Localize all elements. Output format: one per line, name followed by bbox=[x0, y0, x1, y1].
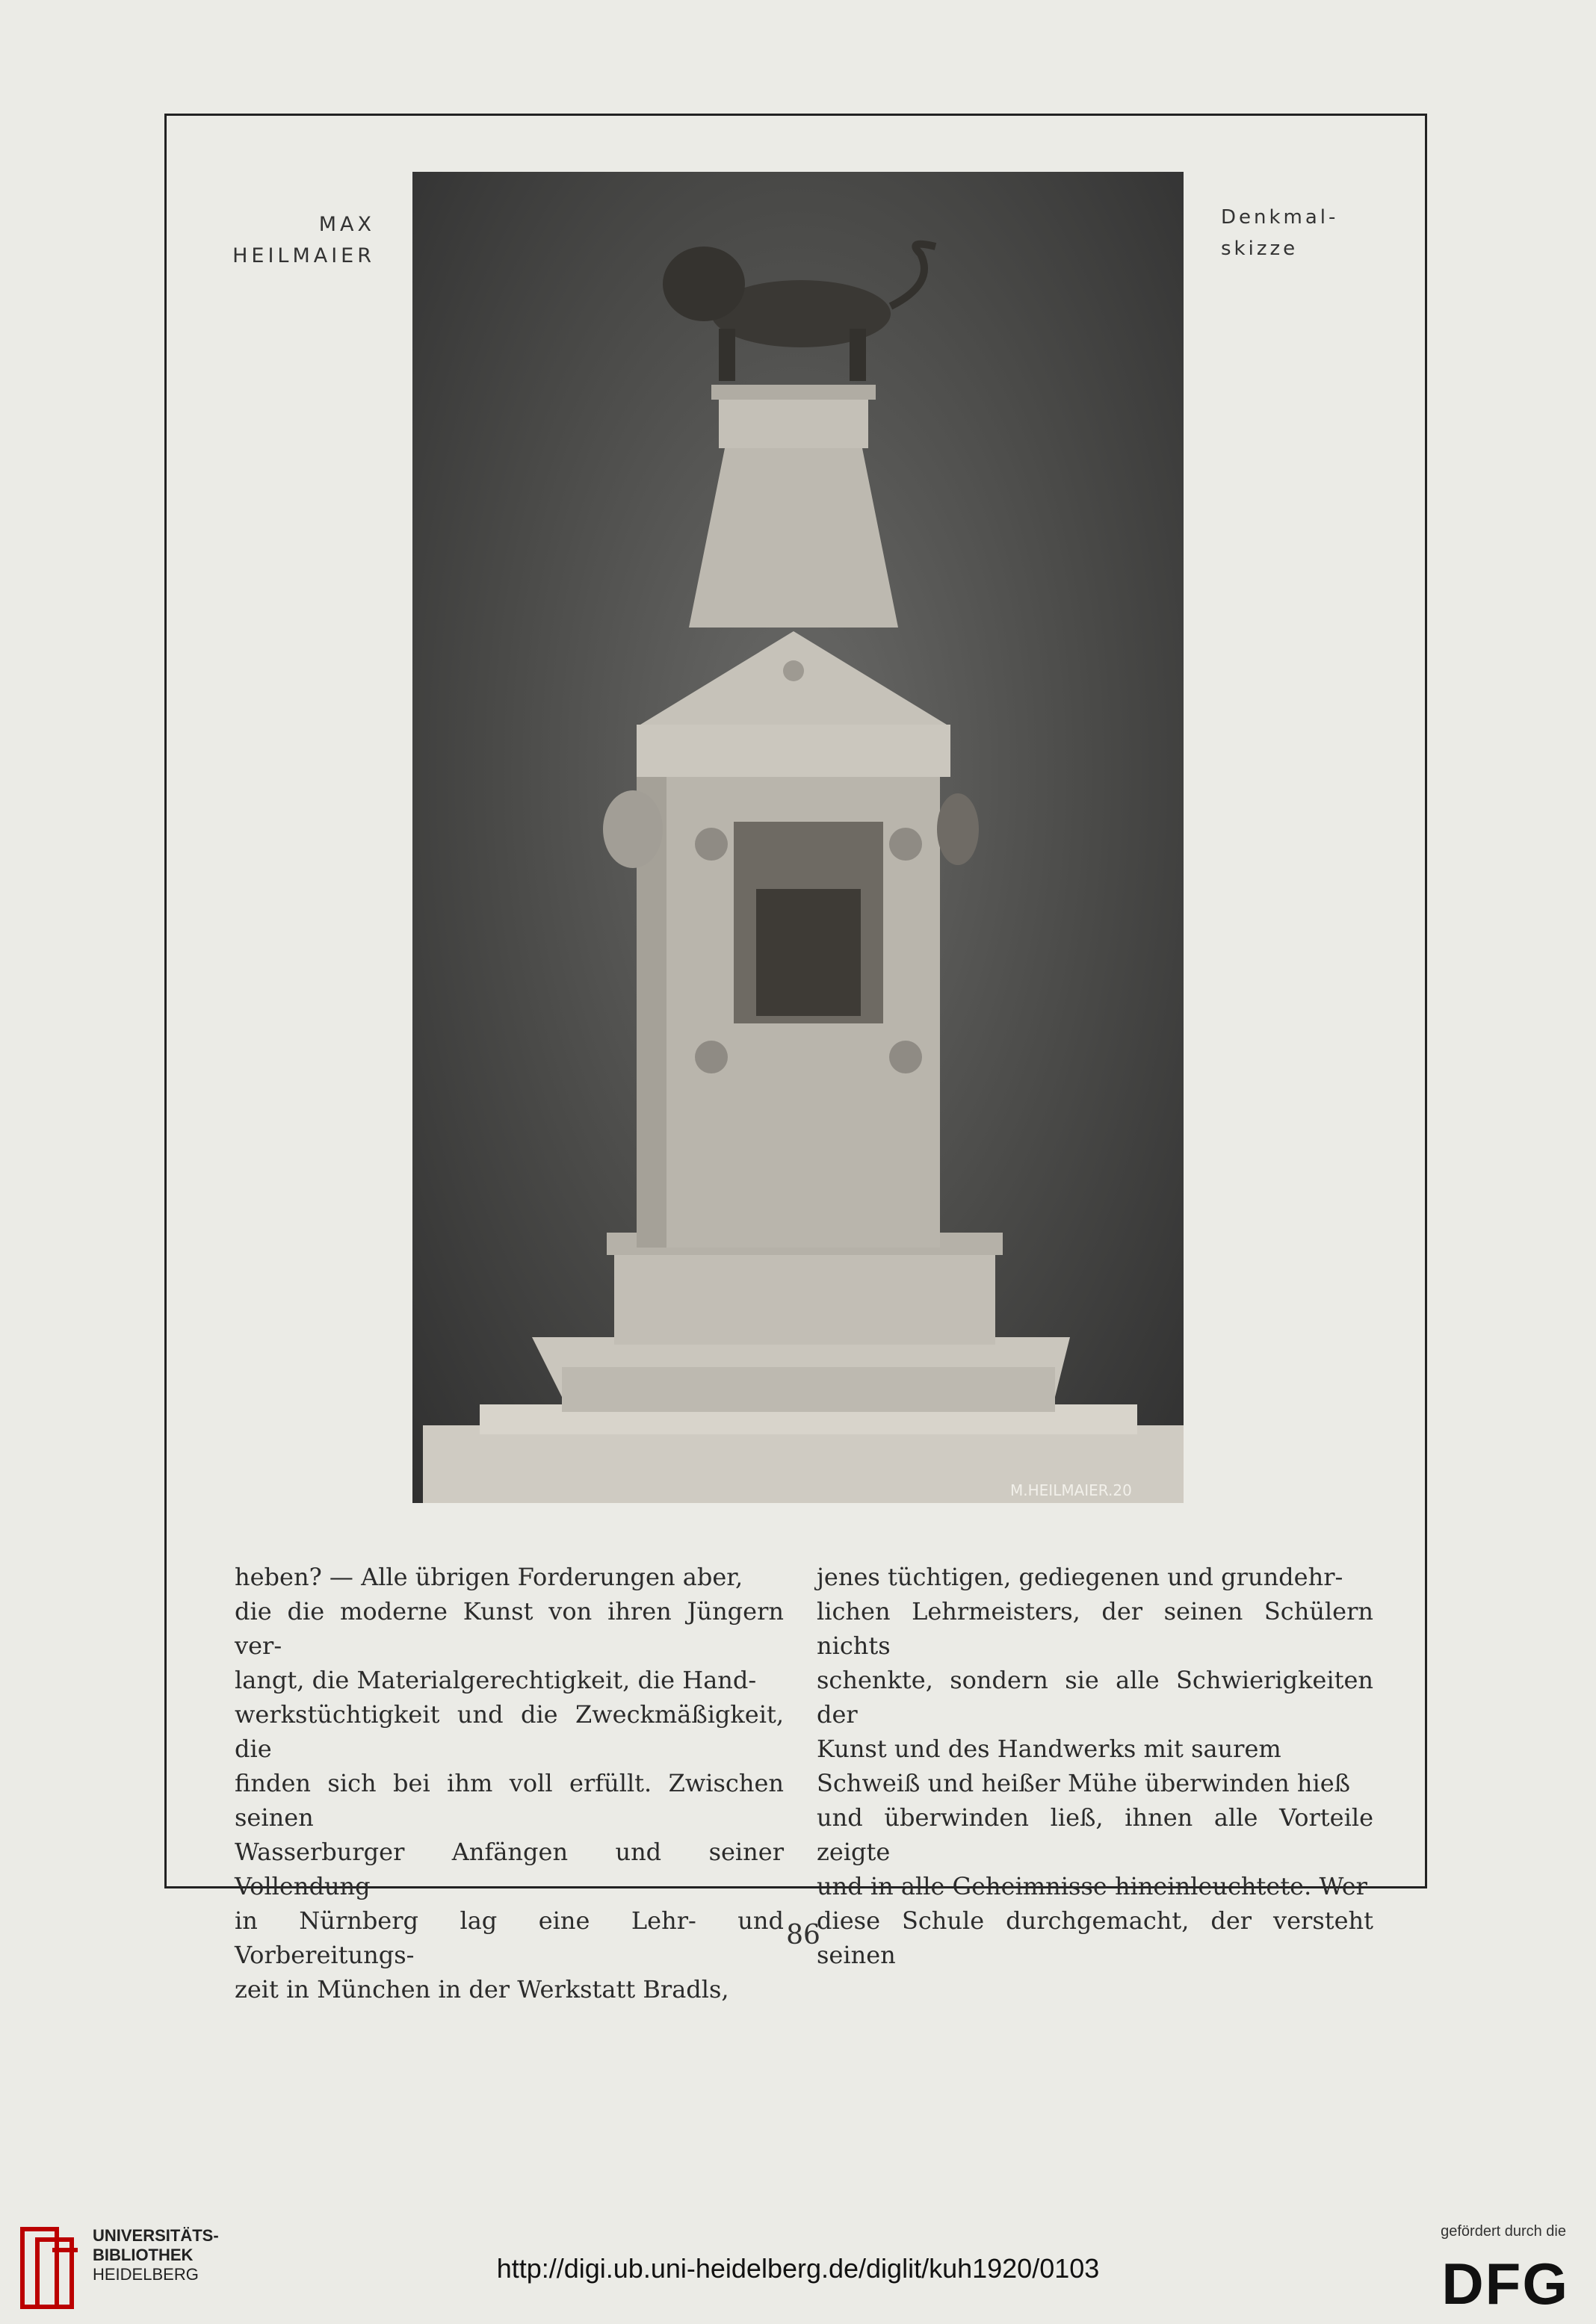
artwork-title-line2: skizze bbox=[1221, 238, 1299, 260]
artist-last-name: HEILMAIER bbox=[232, 244, 375, 267]
text-line: diese Schule durchgemacht, der versteht seinen bbox=[817, 1906, 1373, 1969]
upper-block bbox=[689, 441, 898, 628]
monument-photograph bbox=[412, 172, 1184, 1503]
text-line: und in alle Geheimnisse hineinleuchtete. Wer bbox=[817, 1872, 1367, 1900]
text-column-right bbox=[817, 1560, 1373, 1972]
text-line: in Nürnberg lag eine Lehr- und Vorbereitungs- bbox=[235, 1906, 784, 1969]
text-line: Kunst und des Handwerks mit saurem bbox=[817, 1735, 1281, 1763]
text-line: und überwinden ließ, ihnen alle Vorteile zeigte bbox=[817, 1803, 1373, 1866]
text-column-left bbox=[235, 1560, 784, 2007]
text-line: lichen Lehrmeisters, der seinen Schülern nichts bbox=[817, 1597, 1373, 1660]
plinth-block bbox=[614, 1248, 995, 1345]
text-line: heben? — Alle übrigen Forderungen aber, bbox=[235, 1563, 743, 1591]
text-line: zeit in München in der Werkstatt Bradls, bbox=[235, 1975, 729, 2004]
helmet-head-left bbox=[603, 790, 663, 868]
text-line: langt, die Materialgerechtigkeit, die Hand- bbox=[235, 1666, 757, 1694]
digitization-footer bbox=[0, 2202, 1596, 2324]
artist-first-name: MAX bbox=[318, 213, 375, 236]
text-line: finden sich bei ihm voll erfüllt. Zwischen seinen bbox=[235, 1769, 784, 1832]
text-line: Wasserburger Anfängen und seiner Vollendung bbox=[235, 1838, 784, 1900]
sponsor-note: gefördert durch die bbox=[1441, 2223, 1566, 2240]
page-number: 86 bbox=[786, 1920, 820, 1950]
text-line: Schweiß und heißer Mühe überwinden hieß bbox=[817, 1769, 1351, 1797]
helmet-head-right bbox=[937, 793, 979, 865]
dfg-logo: DFG bbox=[1441, 2251, 1569, 2317]
text-line: die die moderne Kunst von ihren Jüngern ver- bbox=[235, 1597, 784, 1660]
permalink-url[interactable]: http://digi.ub.uni-heidelberg.de/diglit/kuh1920/0103 bbox=[496, 2253, 1100, 2284]
artist-signature: M.HEILMAIER.20 bbox=[1010, 1481, 1132, 1499]
artist-caption bbox=[179, 209, 375, 272]
artwork-title-line1: Denkmal- bbox=[1221, 206, 1339, 229]
lion-statue bbox=[663, 244, 935, 381]
text-line: schenkte, sondern sie alle Schwierigkeiten der bbox=[817, 1666, 1373, 1729]
library-name-line2: BIBLIOTHEK bbox=[93, 2246, 194, 2264]
library-name-line3: HEIDELBERG bbox=[93, 2265, 199, 2284]
library-name-line1: UNIVERSITÄTS- bbox=[93, 2226, 219, 2245]
text-line: jenes tüchtigen, gediegenen und grundehr- bbox=[817, 1563, 1343, 1591]
text-line: werkstüchtigkeit und die Zweckmäßigkeit, die bbox=[235, 1700, 784, 1763]
artwork-caption bbox=[1221, 202, 1400, 264]
